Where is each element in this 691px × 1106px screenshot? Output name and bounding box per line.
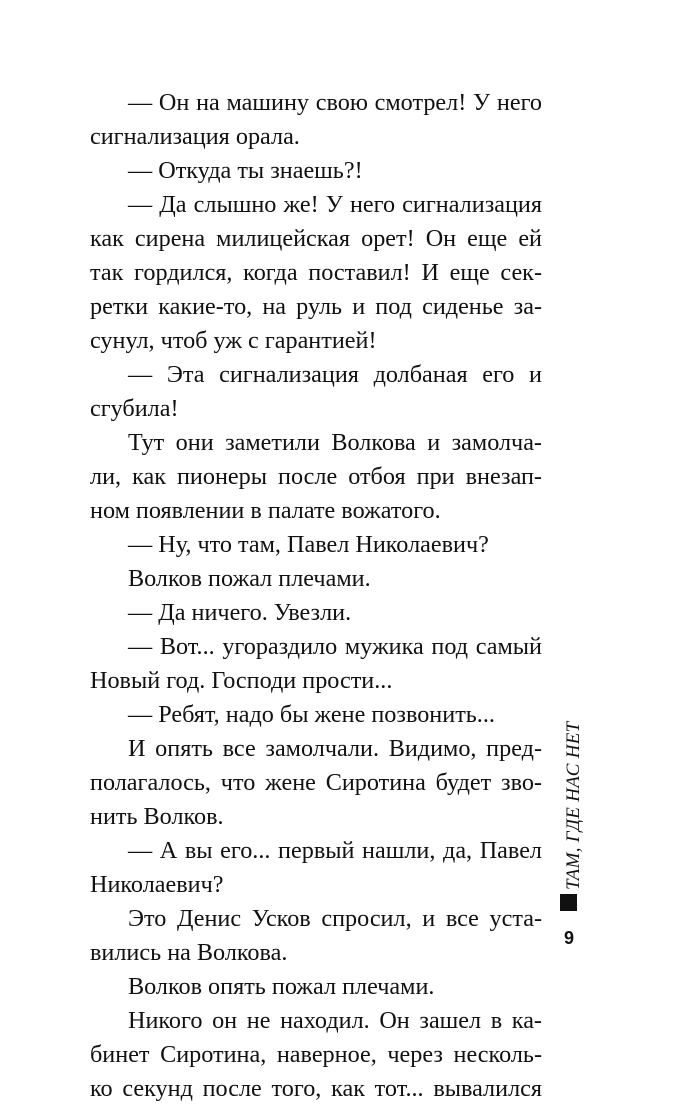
text-line: И опять все замолчали. Видимо, пред-: [128, 735, 542, 762]
text-line: ли, как пионеры после отбоя при внезап-: [90, 463, 542, 490]
text-line: — А вы его... первый нашли, да, Павел: [128, 837, 542, 864]
page-number: 9: [563, 928, 574, 948]
text-line: Волков опять пожал плечами.: [128, 973, 435, 1000]
body-text: [90, 86, 542, 1106]
text-line: — Ребят, надо бы жене позвонить...: [128, 701, 495, 728]
text-line: ретки какие-то, на руль и под сиденье за-: [90, 293, 542, 320]
text-line: — Вот... угораздило мужика под самый: [128, 633, 542, 660]
section-marker-square: [560, 894, 577, 911]
running-head: [556, 708, 592, 914]
text-line: Волков пожал плечами.: [128, 565, 371, 592]
text-line: — Да ничего. Увезли.: [128, 599, 352, 626]
text-line: нить Волков.: [90, 803, 224, 830]
text-line: — Эта сигнализация долбаная его и: [128, 361, 542, 388]
text-line: Новый год. Господи прости...: [90, 667, 393, 694]
text-line: сигнализация орала.: [90, 123, 300, 150]
text-line: как сирена милицейская орет! Он еще ей: [90, 225, 542, 252]
text-line: — Ну, что там, Павел Николаевич?: [128, 531, 489, 558]
text-line: бинет Сиротина, наверное, через несколь-: [90, 1041, 542, 1068]
text-line: полагалось, что жене Сиротина будет зво-: [90, 769, 542, 796]
text-line: ном появлении в палате вожатого.: [90, 497, 441, 524]
text-line: — Откуда ты знаешь?!: [128, 157, 363, 184]
text-line: Николаевич?: [90, 871, 224, 898]
text-line: вились на Волкова.: [90, 939, 288, 966]
text-line: Никого он не находил. Он зашел в ка-: [128, 1007, 542, 1034]
text-line: Тут они заметили Волкова и замолча-: [128, 429, 542, 456]
text-line: Это Денис Усков спросил, и все уста-: [128, 905, 542, 932]
text-line: сунул, чтоб уж с гарантией!: [90, 327, 377, 354]
text-line: так гордился, когда поставил! И еще сек-: [90, 259, 542, 286]
text-line: ко секунд после того, как тот... вывалился: [90, 1075, 542, 1102]
text-line: — Он на машину свою смотрел! У него: [128, 89, 542, 116]
text-line: — Да слышно же! У него сигнализация: [128, 191, 542, 218]
text-line: сгубила!: [90, 395, 179, 422]
running-head-title: ТАМ, ГДЕ НАС НЕТ: [563, 721, 584, 890]
